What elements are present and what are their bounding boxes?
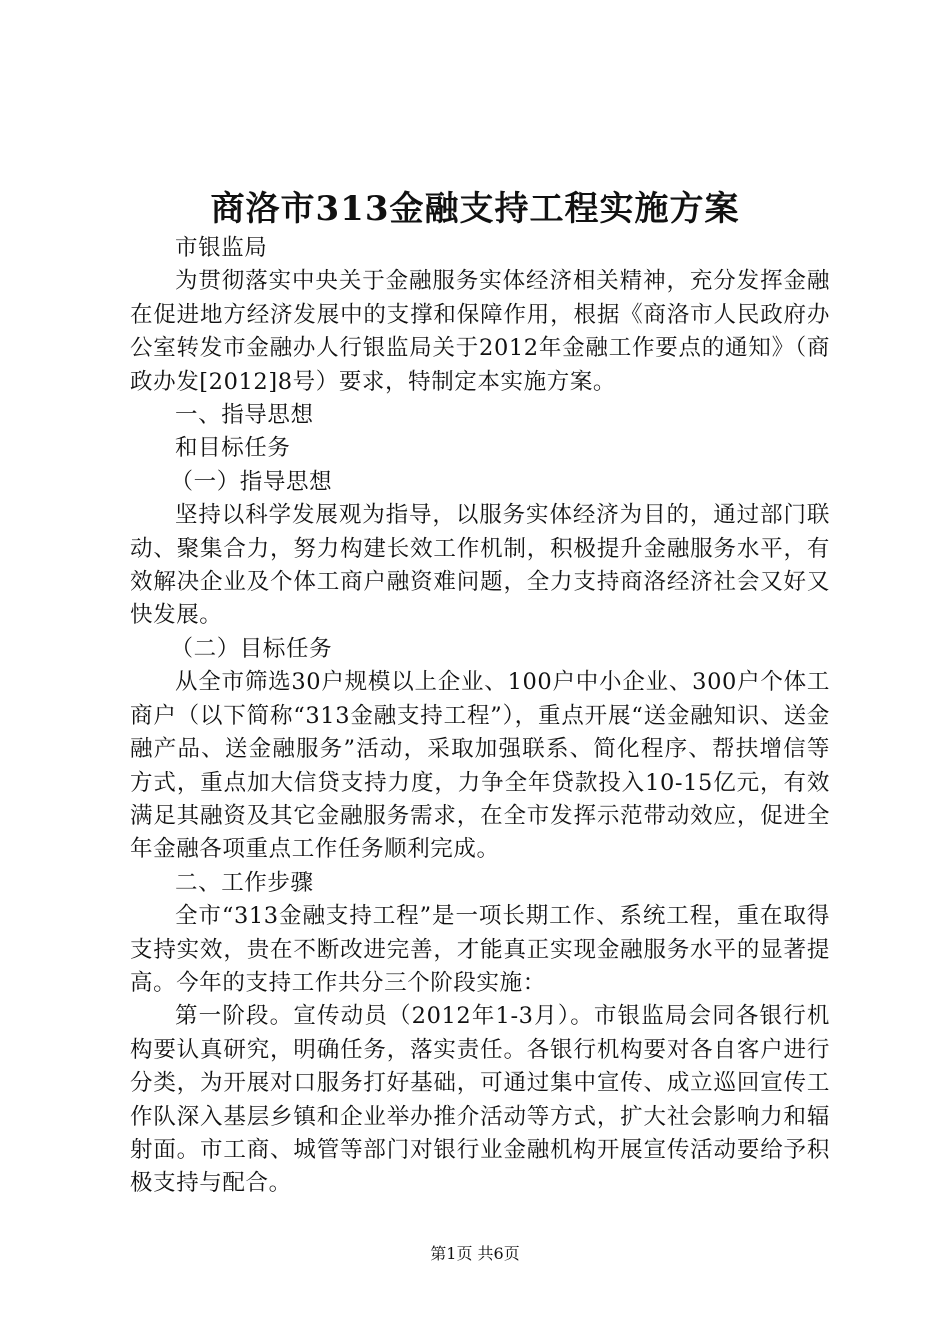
subsection-heading-goals: （二）目标任务	[170, 635, 333, 662]
guiding-paragraph: 坚持以科学发展观为指导，以服务实体经济为目的，通过部门联动、聚集合力，努力构建长效工作机制，积极提升金融服务水平，有效解决企业及个体工商户融资难问题，全力支持商洛经济社会又好又快发展。	[130, 502, 830, 629]
section-heading-2: 二、工作步骤	[175, 869, 314, 896]
intro-paragraph: 为贯彻落实中央关于金融服务实体经济相关精神，充分发挥金融在促进地方经济发展中的支撑和保障作用，根据《商洛市人民政府办公室转发市金融办人行银监局关于2012年金融工作要点的通知》（商政办发[2012]8号）要求，特制定本实施方案。	[130, 268, 830, 395]
subsection-heading-guiding: （一）指导思想	[170, 468, 333, 495]
phase-one-paragraph: 第一阶段。宣传动员（2012年1-3月）。市银监局会同各银行机构要认真研究，明确任务，落实责任。各银行机构要对各自客户进行分类，为开展对口服务打好基础，可通过集中宣传、成立巡回宣传工作队深入基层乡镇和企业举办推介活动等方式，扩大社会影响力和辐射面。市工商、城管等部门对银行业金融机构开展宣传活动要给予积极支持与配合。	[130, 1003, 830, 1197]
page-footer: 第1页 共6页	[430, 1244, 520, 1263]
steps-intro-paragraph: 全市“313金融支持工程”是一项长期工作、系统工程，重在取得支持实效，贵在不断改进完善，才能真正实现金融服务水平的显著提高。今年的支持工作共分三个阶段实施：	[130, 903, 830, 996]
document-body	[130, 232, 830, 1201]
section-heading-1-continued: 和目标任务	[175, 435, 291, 462]
author-line: 市银监局	[175, 235, 268, 261]
document-title: 商洛市313金融支持工程实施方案	[210, 189, 740, 229]
goals-paragraph: 从全市筛选30户规模以上企业、100户中小企业、300户个体工商户（以下简称“313金融支持工程”），重点开展“送金融知识、送金融产品、送金融服务”活动，采取加强联系、简化程序、帮扶增信等方式，重点加大信贷支持力度，力争全年贷款投入10-15亿元，有效满足其融资及其它金融服务需求，在全市发挥示范带动效应，促进全年金融各项重点工作任务顺利完成。	[130, 669, 830, 863]
section-heading-1: 一、指导思想	[175, 402, 314, 429]
